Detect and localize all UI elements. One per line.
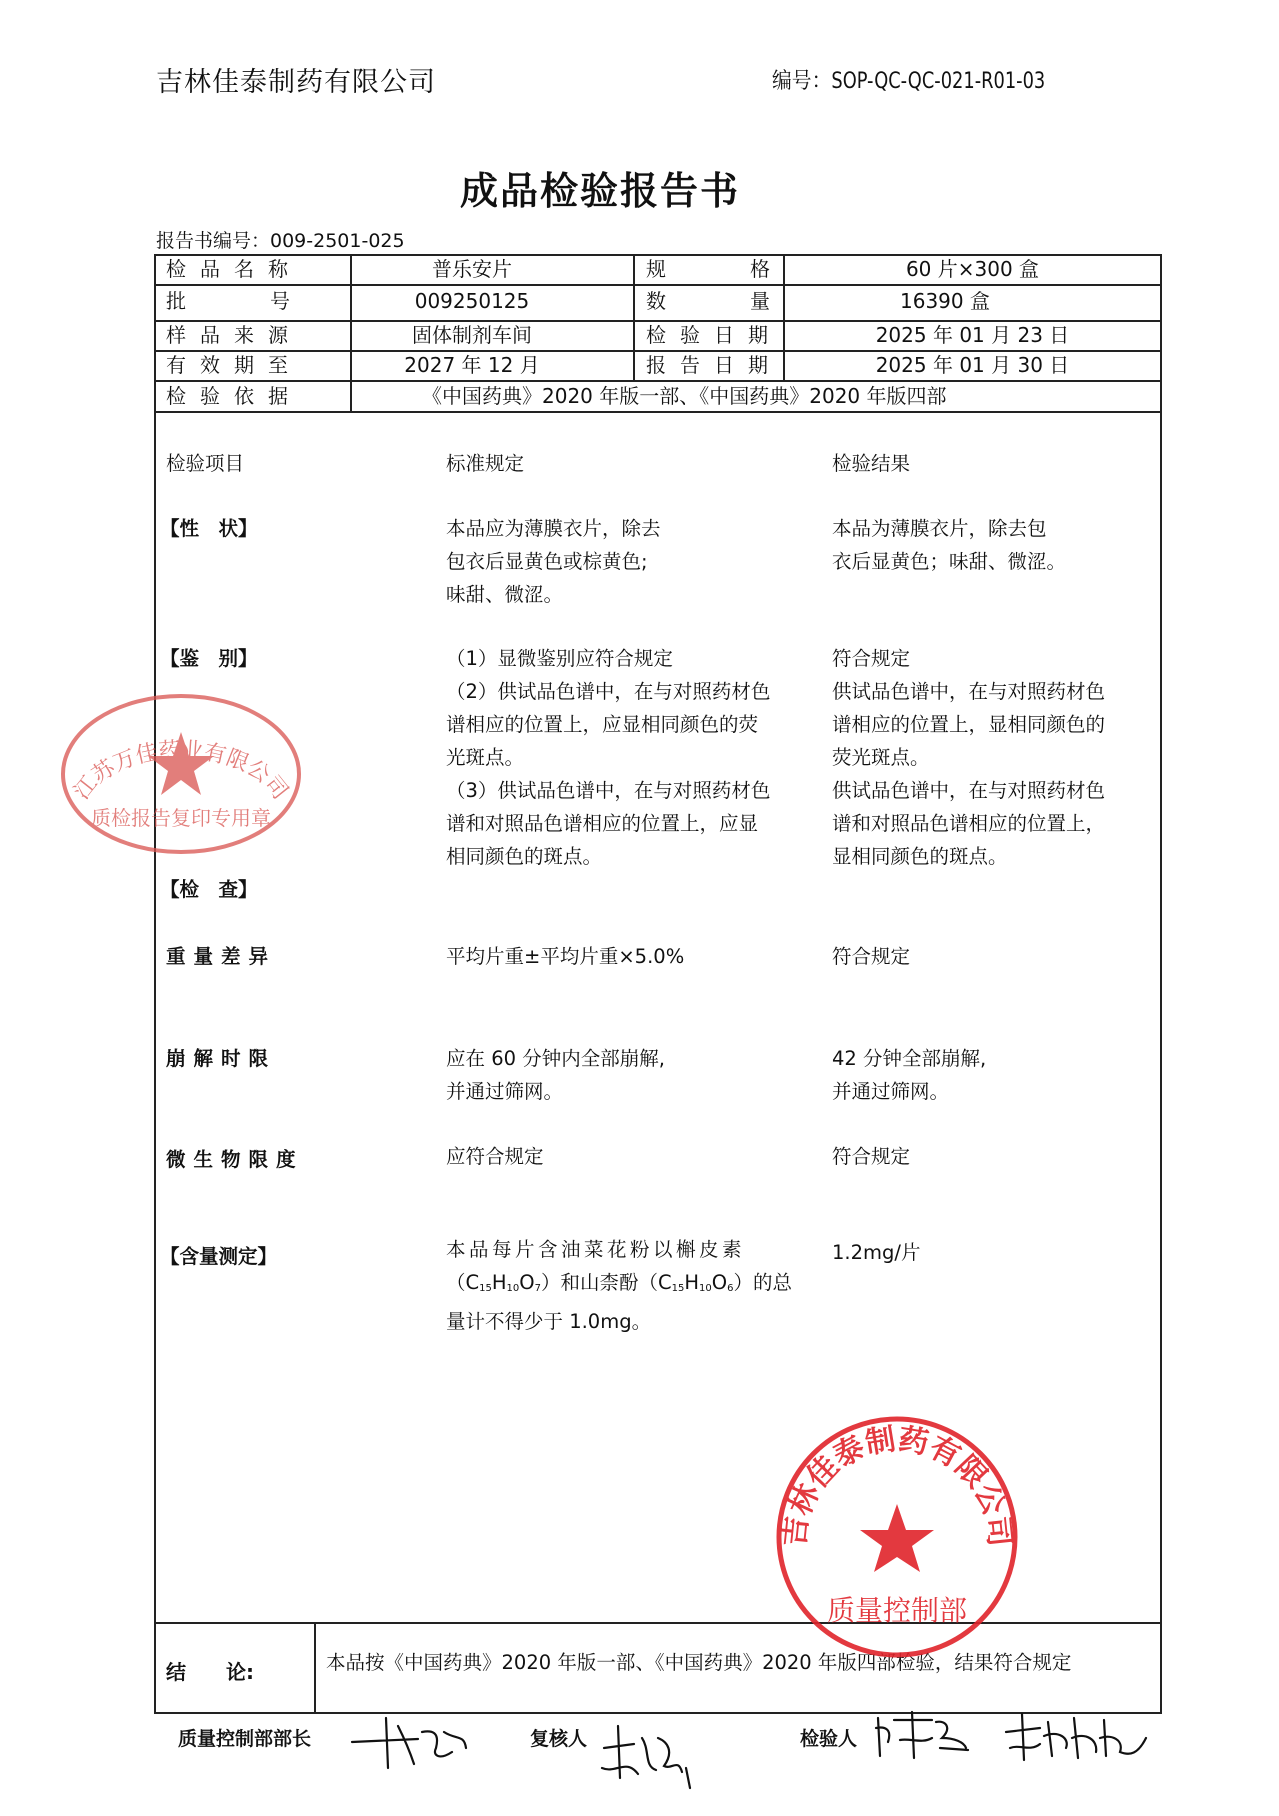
- spec-label-char1: 规: [646, 257, 666, 281]
- batch-label-char2: 号: [270, 289, 290, 313]
- copy-stamp-inner-text: 质检报告复印专用章: [91, 806, 271, 830]
- copy-stamp-outer-text: 江苏万佳药业有限公司: [69, 738, 293, 805]
- company-stamp: [772, 1412, 1022, 1662]
- result-line: 42 分钟全部崩解,: [832, 1047, 987, 1070]
- standard-identification: [446, 642, 770, 873]
- inspector-label: 检验人: [800, 1728, 858, 1750]
- company-stamp-inner-text: 质量控制部: [826, 1594, 968, 1627]
- table-rule: [314, 1622, 316, 1714]
- standard-line: 本品应为薄膜衣片，除去: [446, 517, 661, 540]
- column-header-standard: 标准规定: [446, 452, 525, 475]
- company-name: 吉林佳泰制药有限公司: [156, 67, 436, 98]
- standard-microbial-limit: 应符合规定: [446, 1145, 544, 1168]
- result-line: 显相同颜色的斑点。: [832, 845, 1008, 868]
- item-identification: 【鉴 别】: [160, 647, 258, 670]
- standard-line: （1）显微鉴别应符合规定: [446, 647, 673, 670]
- column-header-item: 检验项目: [166, 452, 245, 475]
- standard-line: 味甜、微涩。: [446, 583, 564, 606]
- standard-line: 谱相应的位置上，应显相同颜色的荧: [446, 713, 759, 736]
- spec-label-char2: 格: [750, 257, 770, 281]
- company-stamp-outer-text: 吉林佳泰制药有限公司: [777, 1421, 1017, 1549]
- result-line: 供试品色谱中，在与对照药材色: [832, 779, 1106, 802]
- result-identification: [832, 642, 1105, 873]
- standard-line: [446, 1266, 792, 1305]
- result-line: 衣后显黄色；味甜、微涩。: [832, 550, 1067, 573]
- basis-label: 检验依据: [166, 384, 302, 408]
- source-label: 样品来源: [166, 323, 302, 347]
- standard-weight-variation: 平均片重±平均片重×5.0%: [446, 945, 685, 968]
- expiry-label: 有效期至: [166, 353, 302, 377]
- item-weight-variation: 重量差异: [166, 945, 277, 968]
- test-basis: 《中国药典》2020 年版一部、《中国药典》2020 年版四部: [422, 384, 947, 408]
- standard-line: 谱和对照品色谱相应的位置上，应显: [446, 812, 759, 835]
- standard-line: 光斑点。: [446, 746, 525, 769]
- result-disintegration: [832, 1042, 986, 1108]
- batch-label: [166, 286, 290, 316]
- batch-label-char1: 批: [166, 289, 186, 313]
- standard-line: 量计不得少于 1.0mg。: [446, 1310, 652, 1333]
- quantity-label: [646, 286, 770, 316]
- standard-line: 包衣后显黄色或棕黄色;: [446, 550, 648, 573]
- result-weight-variation: 符合规定: [832, 945, 911, 968]
- formula-sub: 15: [671, 1283, 685, 1294]
- conclusion-text: 本品按《中国药典》2020 年版一部、《中国药典》2020 年版四部检验，结果符合规定: [326, 1651, 1072, 1674]
- item-appearance: 【性 状】: [160, 517, 258, 540]
- batch-number: 009250125: [414, 289, 530, 313]
- result-line: 谱相应的位置上，显相同颜色的: [832, 713, 1106, 736]
- formula-text: O: [519, 1271, 535, 1294]
- formula-text: H: [684, 1271, 700, 1294]
- item-disintegration: 崩解时限: [166, 1047, 277, 1070]
- formula-text: （C: [446, 1271, 480, 1294]
- report-date: 2025 年 01 月 30 日: [875, 353, 1070, 377]
- report-date-label: 报告日期: [646, 353, 782, 377]
- standard-appearance: [446, 512, 661, 611]
- product-name: 普乐安片: [432, 257, 512, 281]
- qc-head-label: 质量控制部部长: [178, 1728, 312, 1750]
- standard-line: （2）供试品色谱中，在与对照药材色: [446, 680, 771, 703]
- result-line: 供试品色谱中，在与对照药材色: [832, 680, 1106, 703]
- standard-disintegration: [446, 1042, 665, 1108]
- standard-line: 本品每片含油菜花粉以槲皮素: [446, 1238, 746, 1261]
- standard-line: 应在 60 分钟内全部崩解,: [446, 1047, 665, 1070]
- quantity-label-char1: 数: [646, 289, 666, 313]
- inspector-signature-1: [872, 1708, 972, 1764]
- sample-source: 固体制剂车间: [412, 323, 532, 347]
- standard-line: 并通过筛网。: [446, 1080, 564, 1103]
- expiry-date: 2027 年 12 月: [404, 353, 540, 377]
- formula-sub: 7: [534, 1283, 541, 1294]
- standard-assay: [446, 1233, 792, 1338]
- formula-text: ）的总: [733, 1271, 793, 1294]
- formula-sub: 15: [479, 1283, 492, 1294]
- copy-stamp: [58, 690, 304, 858]
- formula-sub: 6: [727, 1283, 734, 1294]
- result-line: 荧光斑点。: [832, 746, 930, 769]
- test-date: 2025 年 01 月 23 日: [875, 323, 1070, 347]
- page-title: 成品检验报告书: [460, 169, 741, 213]
- result-assay: 1.2mg/片: [832, 1241, 921, 1264]
- formula-text: ）和山柰酚（C: [541, 1271, 672, 1294]
- table-rule: [633, 254, 635, 381]
- result-microbial-limit: 符合规定: [832, 1145, 911, 1168]
- result-appearance: [832, 512, 1066, 578]
- standard-line: 相同颜色的斑点。: [446, 845, 603, 868]
- qc-head-signature: [348, 1712, 478, 1776]
- product-name-label: 检品名称: [166, 257, 302, 281]
- reviewer-signature: [598, 1718, 698, 1794]
- test-date-label: 检验日期: [646, 323, 782, 347]
- result-line: 谱和对照品色谱相应的位置上，: [832, 812, 1106, 835]
- item-inspection: 【检 查】: [160, 878, 258, 901]
- formula-sub: 10: [699, 1283, 712, 1294]
- spec-label: [646, 254, 770, 284]
- formula-text: H: [491, 1271, 507, 1294]
- star-icon: [860, 1504, 934, 1572]
- result-line: 并通过筛网。: [832, 1080, 950, 1103]
- column-header-result: 检验结果: [832, 452, 911, 475]
- conclusion-label: 结 论:: [166, 1660, 254, 1684]
- inspector-signature-2: [1000, 1708, 1150, 1764]
- report-number: 报告书编号：009-2501-025: [156, 230, 405, 252]
- formula-text: O: [711, 1271, 728, 1294]
- result-line: 本品为薄膜衣片，除去包: [832, 517, 1047, 540]
- standard-line: （3）供试品色谱中，在与对照药材色: [446, 779, 771, 802]
- quantity-label-char2: 量: [750, 289, 770, 313]
- reviewer-label: 复核人: [530, 1728, 588, 1750]
- table-rule: [154, 411, 1162, 413]
- item-assay: 【含量测定】: [160, 1245, 278, 1268]
- document-number: 编号：SOP-QC-QC-021-R01-03: [772, 69, 1046, 94]
- quantity-value: 16390 盒: [900, 289, 990, 313]
- item-microbial-limit: 微生物限度: [166, 1148, 304, 1171]
- formula-sub: 10: [506, 1283, 520, 1294]
- result-line: 符合规定: [832, 647, 911, 670]
- spec-value: 60 片×300 盒: [905, 257, 1040, 281]
